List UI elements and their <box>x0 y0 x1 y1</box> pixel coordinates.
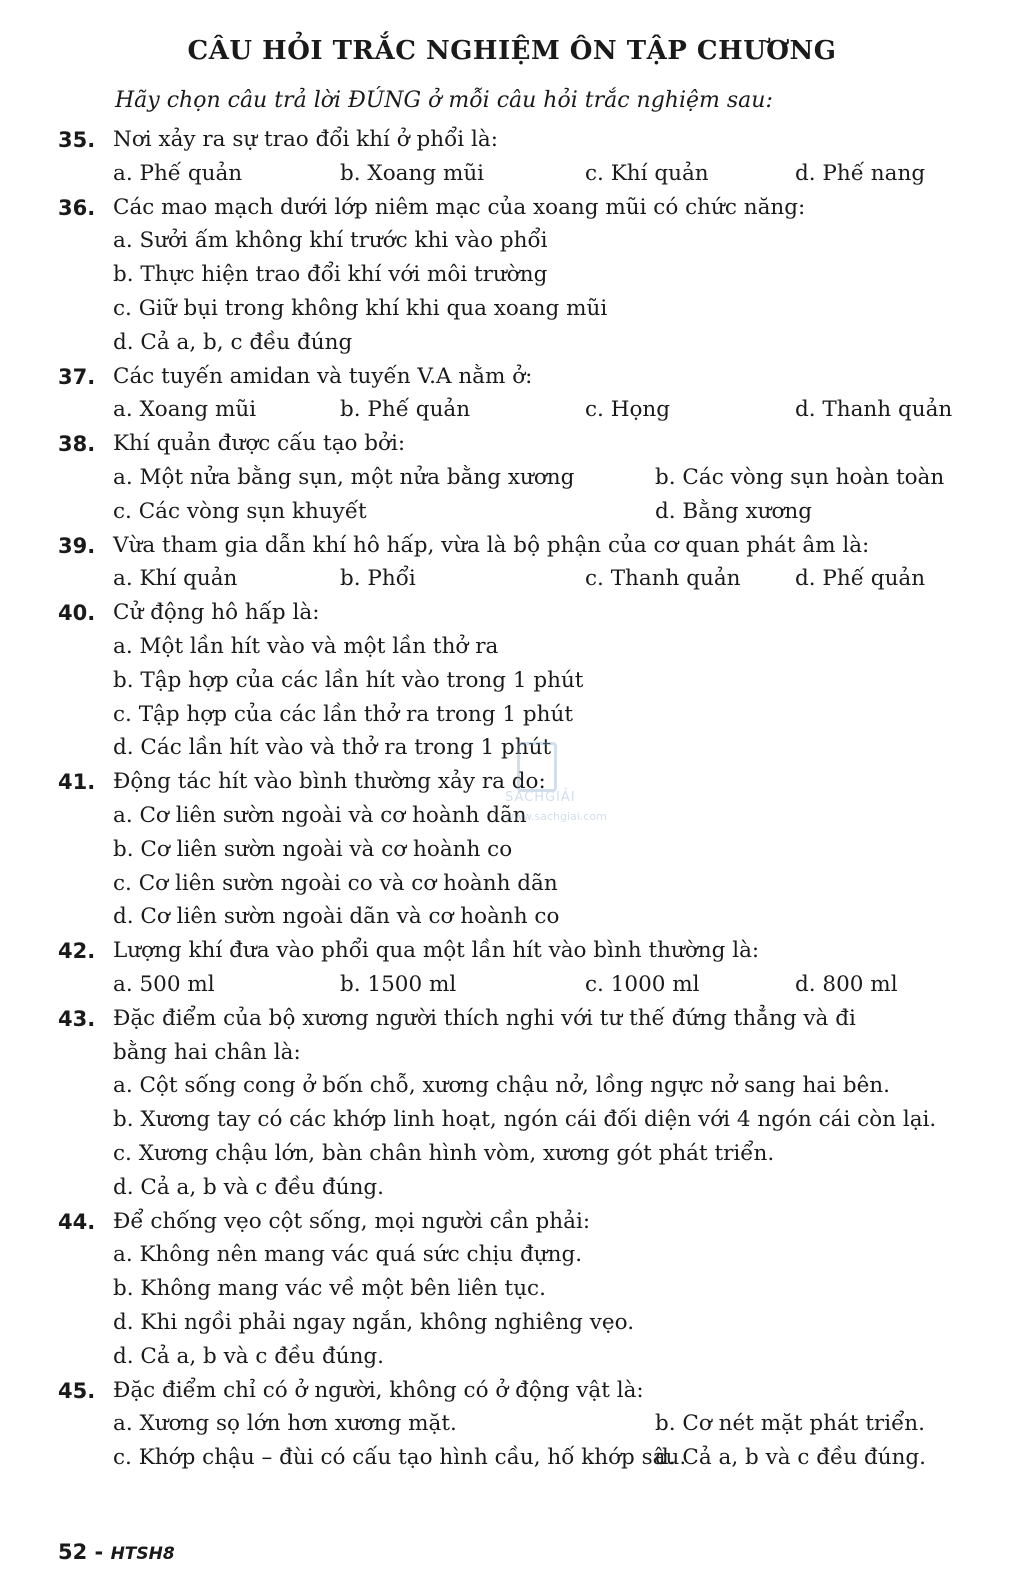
answer-option: b. Tập hợp của các lần hít vào trong 1 phút <box>113 667 584 693</box>
answer-option: c. Họng <box>585 397 671 423</box>
question-37 <box>0 361 1024 393</box>
answer-option: a. Không nên mang vác quá sức chịu đựng. <box>113 1242 583 1268</box>
question-number: 38. <box>58 432 96 457</box>
question-stem: Các tuyến amidan và tuyến V.A nằm ở: <box>113 363 533 389</box>
question-36 <box>0 192 1024 224</box>
question-number: 39. <box>58 533 96 558</box>
question-43 <box>0 1003 1024 1035</box>
answer-options-row <box>0 394 1024 426</box>
answer-option: b. Không mang vác về một bên liên tục. <box>113 1276 546 1302</box>
answer-option-line <box>0 834 1024 866</box>
answer-option: b. 1500 ml <box>340 972 457 997</box>
watermark-url: www.sachgiai.com <box>505 810 607 823</box>
watermark-brand: SÁCHGIẢI <box>505 790 576 805</box>
answer-option-line <box>0 1239 1024 1271</box>
answer-options-row <box>0 496 1024 528</box>
watermark-logo <box>505 738 615 833</box>
question-35 <box>0 124 1024 156</box>
answer-option-line <box>0 1273 1024 1305</box>
answer-option: a. Phế quản <box>113 160 243 186</box>
answer-option: b. Xương tay có các khớp linh hoạt, ngón cái đối diện với 4 ngón cái còn lại. <box>113 1107 937 1133</box>
page-footer <box>58 1540 175 1564</box>
answer-option: c. Thanh quản <box>585 566 741 592</box>
answer-option: c. Các vòng sụn khuyết <box>113 498 367 524</box>
question-number: 42. <box>58 939 96 964</box>
answer-option: a. Một nửa bằng sụn, một nửa bằng xương <box>113 465 575 490</box>
question-stem: Đặc điểm của bộ xương người thích nghi với tư thế đứng thẳng và đi <box>113 1005 856 1031</box>
answer-options-row <box>0 563 1024 595</box>
answer-options-row <box>0 1408 1024 1440</box>
book-code: HTSH8 <box>110 1544 175 1564</box>
answer-option: b. Cơ nét mặt phát triển. <box>655 1411 925 1437</box>
answer-option: a. 500 ml <box>113 972 215 997</box>
answer-option-line <box>0 225 1024 257</box>
question-stem-continued <box>0 1037 1024 1069</box>
answer-option-line <box>0 327 1024 359</box>
answer-option: d. Cả a, b và c đều đúng. <box>655 1445 927 1471</box>
answer-option: d. Cả a, b và c đều đúng. <box>113 1343 385 1369</box>
answer-option: a. Một lần hít vào và một lần thở ra <box>113 634 499 659</box>
answer-option: a. Sưởi ấm không khí trước khi vào phổi <box>113 228 548 254</box>
answer-option: a. Cột sống cong ở bốn chỗ, xương chậu nở, lồng ngực nở sang hai bên. <box>113 1073 890 1099</box>
page-number: 52 <box>58 1540 88 1564</box>
answer-option-line <box>0 293 1024 325</box>
question-stem: Để chống vẹo cột sống, mọi người cần phải: <box>113 1208 591 1234</box>
answer-option: d. Phế nang <box>795 160 926 186</box>
question-stem: Khí quản được cấu tạo bởi: <box>113 431 406 457</box>
answer-option: b. Cơ liên sườn ngoài và cơ hoành co <box>113 836 513 862</box>
answer-option: b. Xoang mũi <box>340 160 485 186</box>
page-title: CÂU HỎI TRẮC NGHIỆM ÔN TẬP CHƯƠNG <box>187 36 837 66</box>
answer-option: d. Cơ liên sườn ngoài dãn và cơ hoành co <box>113 904 560 930</box>
answer-option: d. 800 ml <box>795 972 898 997</box>
answer-option: c. Khí quản <box>585 160 709 186</box>
answer-option: c. Khớp chậu – đùi có cấu tạo hình cầu, hố khớp sâu. <box>113 1445 687 1471</box>
question-number: 35. <box>58 128 96 152</box>
answer-option: b. Phế quản <box>340 397 471 423</box>
question-40 <box>0 597 1024 629</box>
answer-option: d. Cả a, b, c đều đúng <box>113 329 353 355</box>
question-stem: Nơi xảy ra sự trao đổi khí ở phổi là: <box>113 127 498 152</box>
answer-option-line <box>0 665 1024 697</box>
answer-option-line <box>0 868 1024 900</box>
answer-option: b. Thực hiện trao đổi khí với môi trường <box>113 262 548 288</box>
watermark-box-icon <box>517 742 557 792</box>
answer-option-line <box>0 1104 1024 1136</box>
answer-option: a. Khí quản <box>113 566 238 592</box>
question-stem: Các mao mạch dưới lớp niêm mạc của xoang mũi có chức năng: <box>113 194 806 220</box>
question-number: 43. <box>58 1006 96 1031</box>
answer-option: c. Giữ bụi trong không khí khi qua xoang mũi <box>113 296 608 321</box>
question-number: 44. <box>58 1209 96 1234</box>
answer-option-line <box>0 259 1024 291</box>
question-stem: Động tác hít vào bình thường xảy ra do: <box>113 769 546 795</box>
answer-option-line <box>0 699 1024 731</box>
question-number: 45. <box>58 1378 96 1403</box>
answer-option: d. Bằng xương <box>655 498 813 524</box>
answer-option-line <box>0 631 1024 663</box>
question-stem: Lượng khí đưa vào phổi qua một lần hít vào bình thường là: <box>113 938 760 964</box>
answer-option-line <box>0 1138 1024 1170</box>
question-number: 41. <box>58 770 96 795</box>
question-44 <box>0 1206 1024 1238</box>
answer-option-line <box>0 1070 1024 1102</box>
answer-option: b. Các vòng sụn hoàn toàn <box>655 465 945 490</box>
question-39 <box>0 530 1024 562</box>
answer-option: c. Cơ liên sườn ngoài co và cơ hoành dãn <box>113 870 558 896</box>
question-45 <box>0 1375 1024 1407</box>
answer-option: d. Khi ngồi phải ngay ngắn, không nghiêng vẹo. <box>113 1310 635 1335</box>
answer-option: d. Các lần hít vào và thở ra trong 1 phút <box>113 735 552 761</box>
answer-option-line <box>0 901 1024 933</box>
answer-option-line <box>0 1307 1024 1339</box>
answer-option-line <box>0 1341 1024 1373</box>
answer-options-row <box>0 462 1024 494</box>
answer-option: c. Tập hợp của các lần thở ra trong 1 phút <box>113 701 573 727</box>
answer-options-row <box>0 1442 1024 1474</box>
answer-option-line <box>0 1172 1024 1204</box>
question-42 <box>0 935 1024 967</box>
answer-option: a. Xương sọ lớn hơn xương mặt. <box>113 1411 457 1437</box>
instruction-text: Hãy chọn câu trả lời ĐÚNG ở mỗi câu hỏi trắc nghiệm sau: <box>115 88 773 113</box>
answer-option: d. Thanh quản <box>795 397 953 423</box>
question-38 <box>0 428 1024 460</box>
answer-option: d. Phế quản <box>795 566 926 592</box>
answer-option: b. Phổi <box>340 566 416 592</box>
question-number: 36. <box>58 195 96 220</box>
question-stem: Vừa tham gia dẫn khí hô hấp, vừa là bộ phận của cơ quan phát âm là: <box>113 532 870 558</box>
question-number: 37. <box>58 364 96 389</box>
question-stem: Đặc điểm chỉ có ở người, không có ở động vật là: <box>113 1377 644 1403</box>
question-number: 40. <box>58 601 96 626</box>
answer-option: d. Cả a, b và c đều đúng. <box>113 1174 385 1200</box>
question-stem-line2: bằng hai chân là: <box>113 1039 301 1065</box>
answer-option: c. 1000 ml <box>585 972 700 997</box>
answer-options-row <box>0 969 1024 1001</box>
answer-option: a. Xoang mũi <box>113 397 257 423</box>
answer-option: a. Cơ liên sườn ngoài và cơ hoành dãn <box>113 803 527 828</box>
footer-separator: - <box>87 1540 111 1564</box>
answer-option: c. Xương chậu lớn, bàn chân hình vòm, xương gót phát triển. <box>113 1141 775 1166</box>
answer-options-row <box>0 158 1024 190</box>
question-stem: Cử động hô hấp là: <box>113 600 320 626</box>
